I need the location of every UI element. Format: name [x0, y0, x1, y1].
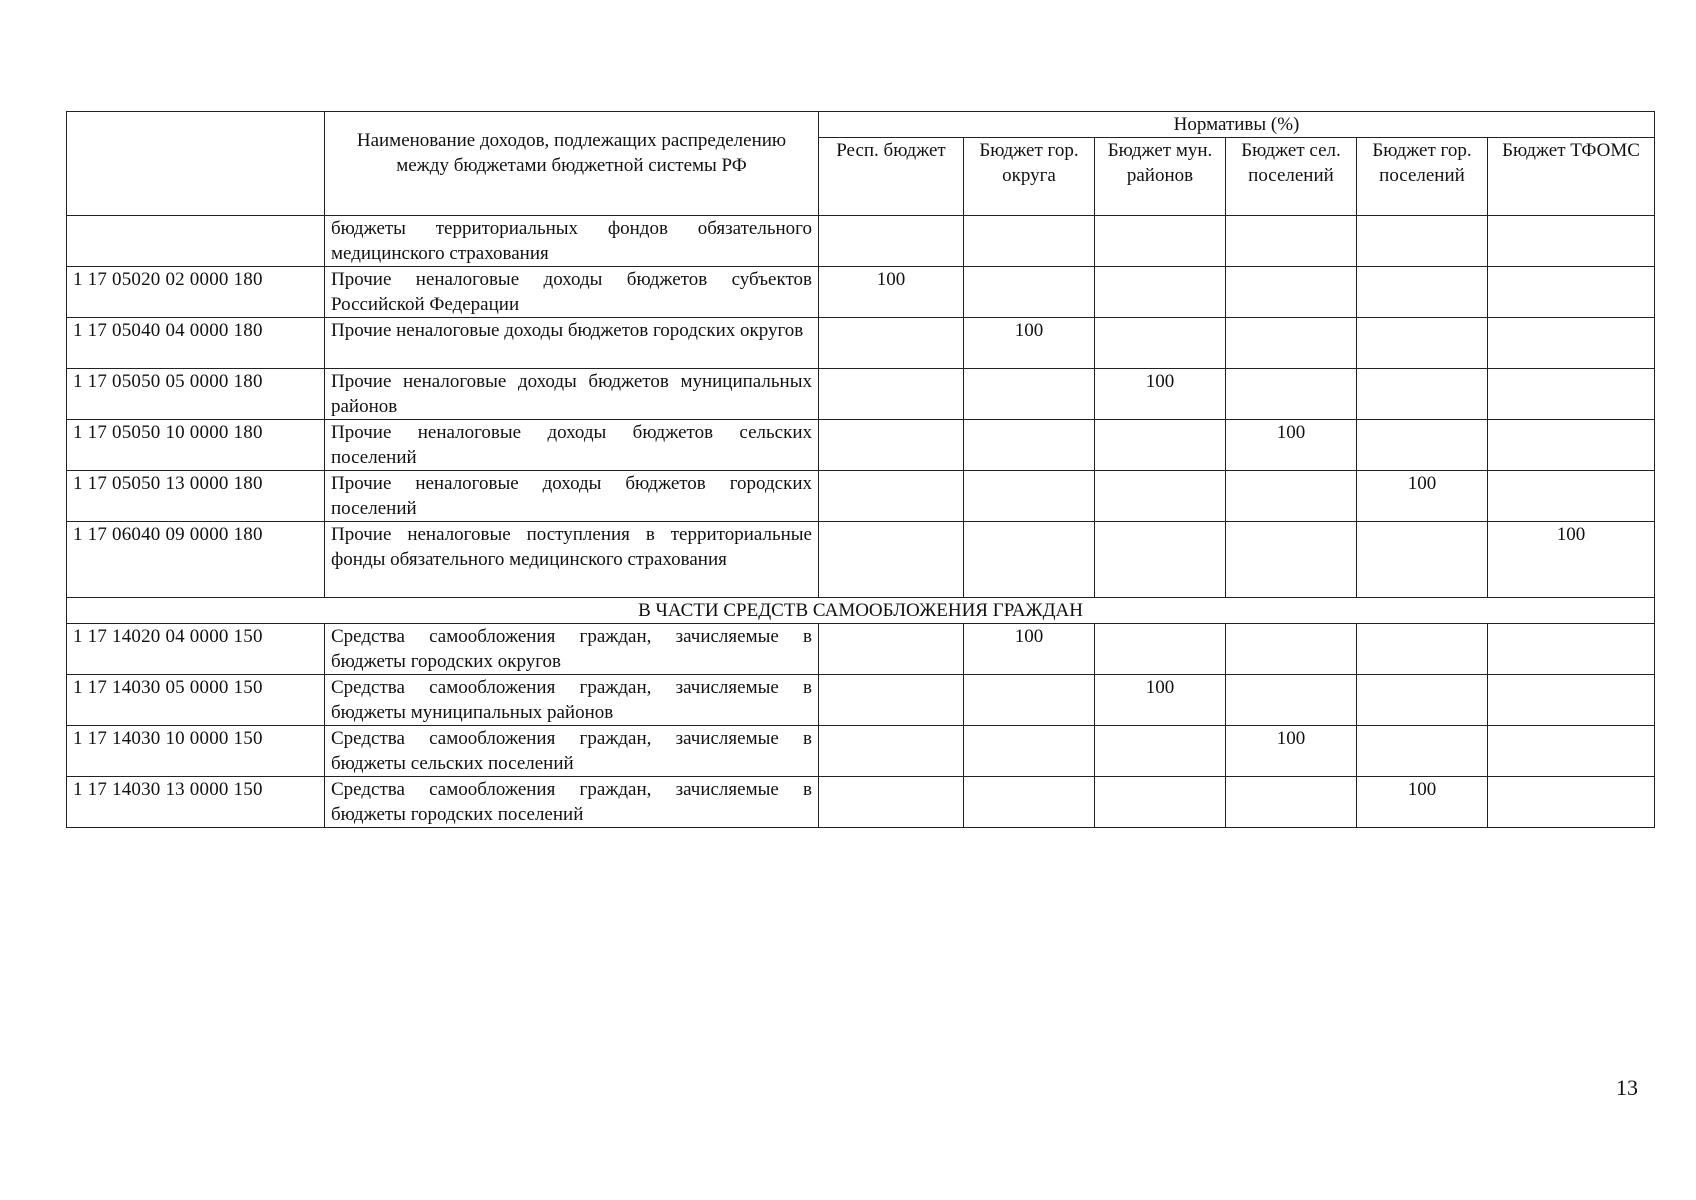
row-name: Средства самообложения граждан, зачисляемые в бюджеты муниципальных районов — [325, 675, 819, 726]
row-value — [964, 675, 1095, 726]
row-code: 1 17 05020 02 0000 180 — [67, 267, 325, 318]
row-value: 100 — [1357, 777, 1488, 828]
row-value — [819, 420, 964, 471]
row-value — [1357, 369, 1488, 420]
row-name: Прочие неналоговые поступления в территориальные фонды обязательного медицинского страхования — [325, 522, 819, 598]
row-value — [1226, 216, 1357, 267]
row-value — [1357, 267, 1488, 318]
row-value — [1226, 369, 1357, 420]
row-value — [1095, 420, 1226, 471]
row-name: Прочие неналоговые доходы бюджетов субъектов Российской Федерации — [325, 267, 819, 318]
row-value: 100 — [819, 267, 964, 318]
row-value — [1357, 318, 1488, 369]
row-value — [1226, 675, 1357, 726]
row-name: Прочие неналоговые доходы бюджетов городских округов — [325, 318, 819, 369]
row-value — [1095, 522, 1226, 598]
row-value — [819, 624, 964, 675]
row-value — [1226, 777, 1357, 828]
row-value — [1357, 624, 1488, 675]
row-name: Средства самообложения граждан, зачисляемые в бюджеты сельских поселений — [325, 726, 819, 777]
revenue-distribution-table — [66, 111, 1655, 828]
col-header-rural-settlements: Бюджет сел. поселений — [1226, 138, 1357, 216]
row-value — [819, 777, 964, 828]
table-row — [67, 267, 1655, 318]
section-row — [67, 598, 1655, 624]
row-value — [1095, 777, 1226, 828]
table-row — [67, 318, 1655, 369]
row-code — [67, 216, 325, 267]
row-code: 1 17 14030 05 0000 150 — [67, 675, 325, 726]
row-value: 100 — [964, 624, 1095, 675]
row-value — [1357, 420, 1488, 471]
row-value — [1488, 777, 1655, 828]
row-value — [819, 675, 964, 726]
page-number: 13 — [1616, 1075, 1638, 1100]
row-value — [964, 420, 1095, 471]
col-header-city-district: Бюджет гор. округа — [964, 138, 1095, 216]
table-row — [67, 624, 1655, 675]
row-value: 100 — [1488, 522, 1655, 598]
table-row — [67, 471, 1655, 522]
row-value: 100 — [1226, 420, 1357, 471]
row-value — [1488, 726, 1655, 777]
row-value — [1488, 471, 1655, 522]
code-header-cell — [67, 112, 325, 216]
table-row — [67, 216, 1655, 267]
row-value — [1226, 624, 1357, 675]
row-code: 1 17 05050 05 0000 180 — [67, 369, 325, 420]
name-header: Наименование доходов, подлежащих распределению между бюджетами бюджетной системы РФ — [325, 112, 819, 216]
row-code: 1 17 05050 13 0000 180 — [67, 471, 325, 522]
row-value — [1226, 471, 1357, 522]
row-value — [819, 216, 964, 267]
row-value — [819, 726, 964, 777]
row-value — [964, 471, 1095, 522]
row-value — [1095, 216, 1226, 267]
row-value — [1095, 624, 1226, 675]
row-value — [1357, 726, 1488, 777]
row-value — [964, 777, 1095, 828]
col-header-urban-settlements: Бюджет гор. поселений — [1357, 138, 1488, 216]
row-value — [1357, 216, 1488, 267]
row-name: Прочие неналоговые доходы бюджетов городских поселений — [325, 471, 819, 522]
row-value: 100 — [964, 318, 1095, 369]
row-value: 100 — [1226, 726, 1357, 777]
col-header-tfoms: Бюджет ТФОМС — [1488, 138, 1655, 216]
row-value — [1488, 369, 1655, 420]
row-value — [819, 471, 964, 522]
row-value — [819, 522, 964, 598]
row-value — [1095, 267, 1226, 318]
row-value — [1095, 318, 1226, 369]
row-code: 1 17 14030 13 0000 150 — [67, 777, 325, 828]
row-value — [1095, 471, 1226, 522]
row-value — [1488, 675, 1655, 726]
row-name: Средства самообложения граждан, зачисляемые в бюджеты городских поселений — [325, 777, 819, 828]
row-code: 1 17 06040 09 0000 180 — [67, 522, 325, 598]
row-value: 100 — [1095, 369, 1226, 420]
table-row — [67, 369, 1655, 420]
row-value: 100 — [1357, 471, 1488, 522]
table-row — [67, 522, 1655, 598]
row-value — [1488, 216, 1655, 267]
row-name: бюджеты территориальных фондов обязательного медицинского страхования — [325, 216, 819, 267]
row-value — [964, 522, 1095, 598]
row-name: Прочие неналоговые доходы бюджетов муниципальных районов — [325, 369, 819, 420]
row-name: Прочие неналоговые доходы бюджетов сельских поселений — [325, 420, 819, 471]
row-value — [964, 369, 1095, 420]
row-value — [964, 267, 1095, 318]
section-title: В ЧАСТИ СРЕДСТВ САМООБЛОЖЕНИЯ ГРАЖДАН — [67, 598, 1655, 624]
row-name: Средства самообложения граждан, зачисляемые в бюджеты городских округов — [325, 624, 819, 675]
row-value — [1488, 624, 1655, 675]
row-value — [819, 369, 964, 420]
col-header-resp: Респ. бюджет — [819, 138, 964, 216]
row-value — [1226, 522, 1357, 598]
row-code: 1 17 05050 10 0000 180 — [67, 420, 325, 471]
row-value — [819, 318, 964, 369]
row-value — [1488, 318, 1655, 369]
table-row — [67, 675, 1655, 726]
row-value — [964, 726, 1095, 777]
row-code: 1 17 14030 10 0000 150 — [67, 726, 325, 777]
row-code: 1 17 14020 04 0000 150 — [67, 624, 325, 675]
table-row — [67, 777, 1655, 828]
col-header-mun-districts: Бюджет мун. районов — [1095, 138, 1226, 216]
normatives-header: Нормативы (%) — [819, 112, 1655, 138]
row-value — [1357, 522, 1488, 598]
table-row — [67, 420, 1655, 471]
row-value — [1357, 675, 1488, 726]
row-value — [1488, 420, 1655, 471]
row-value — [964, 216, 1095, 267]
row-value — [1095, 726, 1226, 777]
row-value — [1488, 267, 1655, 318]
row-value — [1226, 318, 1357, 369]
table-row — [67, 726, 1655, 777]
row-value — [1226, 267, 1357, 318]
row-code: 1 17 05040 04 0000 180 — [67, 318, 325, 369]
row-value: 100 — [1095, 675, 1226, 726]
